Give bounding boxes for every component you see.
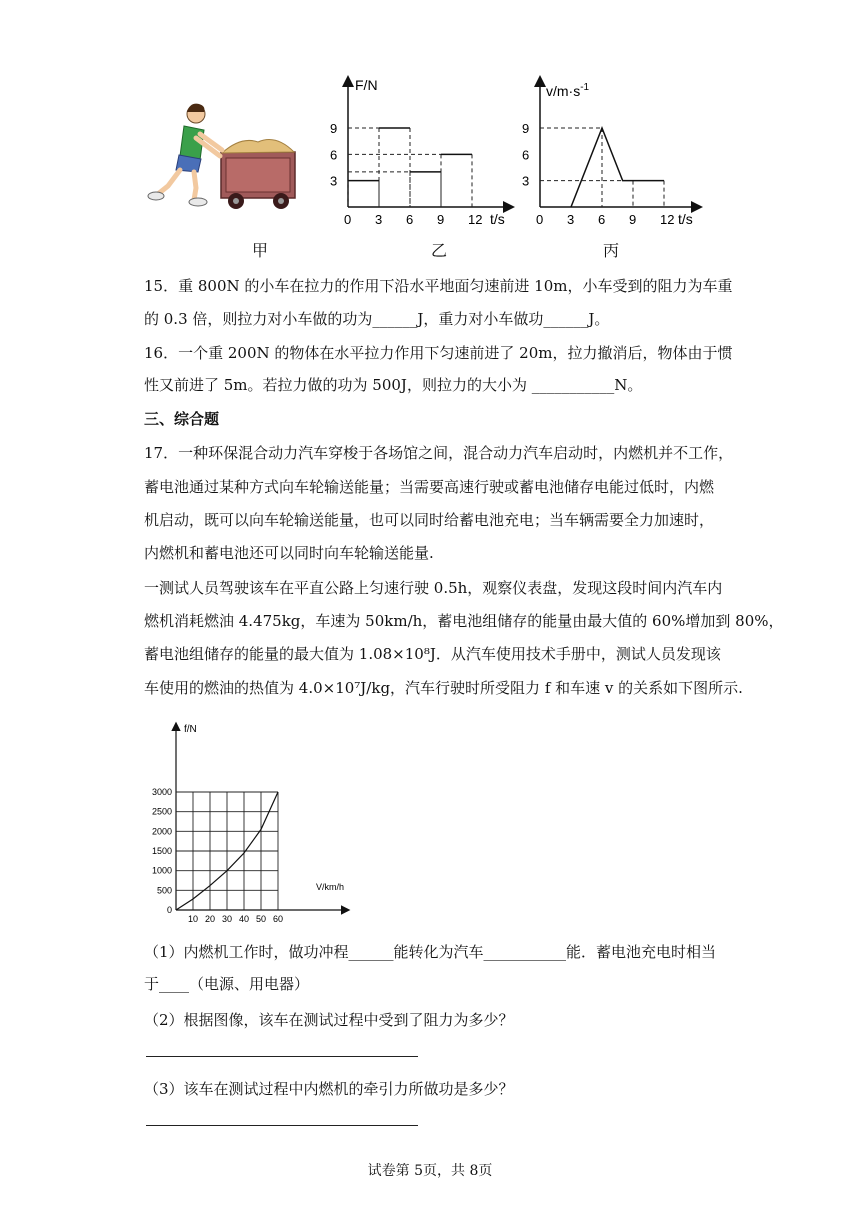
y-axis-label: F/N xyxy=(355,77,378,93)
x-tick-label: 60 xyxy=(273,914,284,924)
question-17-sub2: （2）根据图像，该车在测试过程中受到了阻力为多少？ xyxy=(144,1011,514,1029)
y-axis-label: f/N xyxy=(184,724,197,735)
y-tick-label: 1500 xyxy=(151,846,172,856)
x-tick-label: 10 xyxy=(188,914,199,924)
question-17-line-5: 一测试人员驾驶该车在平直公路上匀速行驶 0.5h，观察仪表盘，发现这段时间内汽车内 xyxy=(144,579,723,597)
y-tick-label: 3 xyxy=(330,173,338,189)
x-tick-label: 6 xyxy=(406,212,414,227)
x-tick-label: 20 xyxy=(205,914,216,924)
question-17-line-4: 内燃机和蓄电池还可以同时向车轮输送能量. xyxy=(144,544,434,562)
figure-caption-bing: 丙 xyxy=(603,241,620,260)
x-tick-label: 9 xyxy=(437,212,445,227)
question-17-line-6: 燃机消耗燃油 4.475kg，车速为 50km/h，蓄电池组储存的能量由最大值的 60%增加到 80%， xyxy=(144,612,784,630)
x-tick-label: 3 xyxy=(375,212,383,227)
question-16-line-2: 性又前进了 5m。若拉力做的功为 500J，则拉力的大小为 ___________N。 xyxy=(144,376,643,394)
velocity-time-graph xyxy=(510,70,706,230)
y-tick-label: 6 xyxy=(522,147,530,163)
question-17-line-8: 车使用的燃油的热值为 4.0×10⁷J/kg，汽车行驶时所受阻力 f 和车速 v 的关系如下图所示. xyxy=(144,679,743,697)
y-tick-label: 3 xyxy=(522,173,530,189)
y-tick-label: 0 xyxy=(166,905,172,915)
x-tick-label: 0 xyxy=(536,212,544,227)
x-axis-label: t/s xyxy=(678,211,693,227)
question-17-line-1: 17．一种环保混合动力汽车穿梭于各场馆之间，混合动力汽车启动时，内燃机并不工作， xyxy=(144,444,734,462)
section-heading: 三、综合题 xyxy=(144,410,220,428)
force-time-graph xyxy=(322,70,518,230)
question-15-line-2: 的 0.3 倍，则拉力对小车做的功为______J，重力对小车做功______J。 xyxy=(144,310,610,328)
x-axis-label: t/s xyxy=(490,211,505,227)
velocity-line xyxy=(571,128,664,207)
y-tick-label: 2500 xyxy=(151,806,172,817)
figure-caption-jia: 甲 xyxy=(252,241,269,260)
y-tick-label: 9 xyxy=(522,121,530,136)
x-tick-label: 3 xyxy=(567,212,575,227)
x-tick-label: 6 xyxy=(598,212,606,227)
boy-pushing-cart-illustration xyxy=(146,100,306,212)
question-17-sub3: （3）该车在测试过程中内燃机的牵引力所做功是多少？ xyxy=(144,1080,514,1098)
y-tick-label: 6 xyxy=(330,147,338,163)
question-17-sub1-line-2: 于____（电源、用电器） xyxy=(144,975,310,993)
x-tick-label: 0 xyxy=(344,212,352,227)
x-tick-label: 9 xyxy=(629,212,637,227)
resistance-speed-chart xyxy=(144,716,356,926)
question-17-sub1-line-1: （1）内燃机工作时，做功冲程______能转化为汽车___________能．蓄电池充电时相当 xyxy=(144,943,717,961)
x-tick-label: 12 xyxy=(660,212,675,227)
answer-line-3[interactable] xyxy=(146,1125,418,1126)
answer-line-2[interactable] xyxy=(146,1056,418,1057)
x-tick-label: 12 xyxy=(468,212,483,227)
x-tick-label: 50 xyxy=(256,914,267,924)
x-tick-label: 40 xyxy=(239,914,250,924)
question-17-line-3: 机启动，既可以向车轮输送能量，也可以同时给蓄电池充电；当车辆需要全力加速时， xyxy=(144,511,715,529)
y-tick-label: 500 xyxy=(156,885,172,896)
question-17-line-2: 蓄电池通过某种方式向车轮输送能量；当需要高速行驶或蓄电池储存电能过低时，内燃 xyxy=(144,478,715,496)
y-tick-label: 3000 xyxy=(151,787,172,797)
question-17-line-7: 蓄电池组储存的能量的最大值为 1.08×10⁸J．从汽车使用技术手册中，测试人员发现该 xyxy=(144,645,721,663)
y-tick-label: 9 xyxy=(330,121,338,136)
x-tick-label: 30 xyxy=(222,914,233,924)
question-16-line-1: 16．一个重 200N 的物体在水平拉力作用下匀速前进了 20m，拉力撤消后，物体由于惯 xyxy=(144,344,733,362)
figure-caption-yi: 乙 xyxy=(431,241,448,260)
x-axis-label: V/km/h xyxy=(316,882,345,892)
y-axis-label: $v/m\cdot s^{-1}$ xyxy=(546,82,590,99)
y-tick-label: 2000 xyxy=(151,826,172,837)
question-15-line-1: 15．重 800N 的小车在拉力的作用下沿水平地面匀速前进 10m，小车受到的阻力为车重 xyxy=(144,277,733,295)
page-footer: 试卷第 5页，共 8页 xyxy=(367,1163,493,1179)
y-tick-label: 1000 xyxy=(151,865,172,876)
